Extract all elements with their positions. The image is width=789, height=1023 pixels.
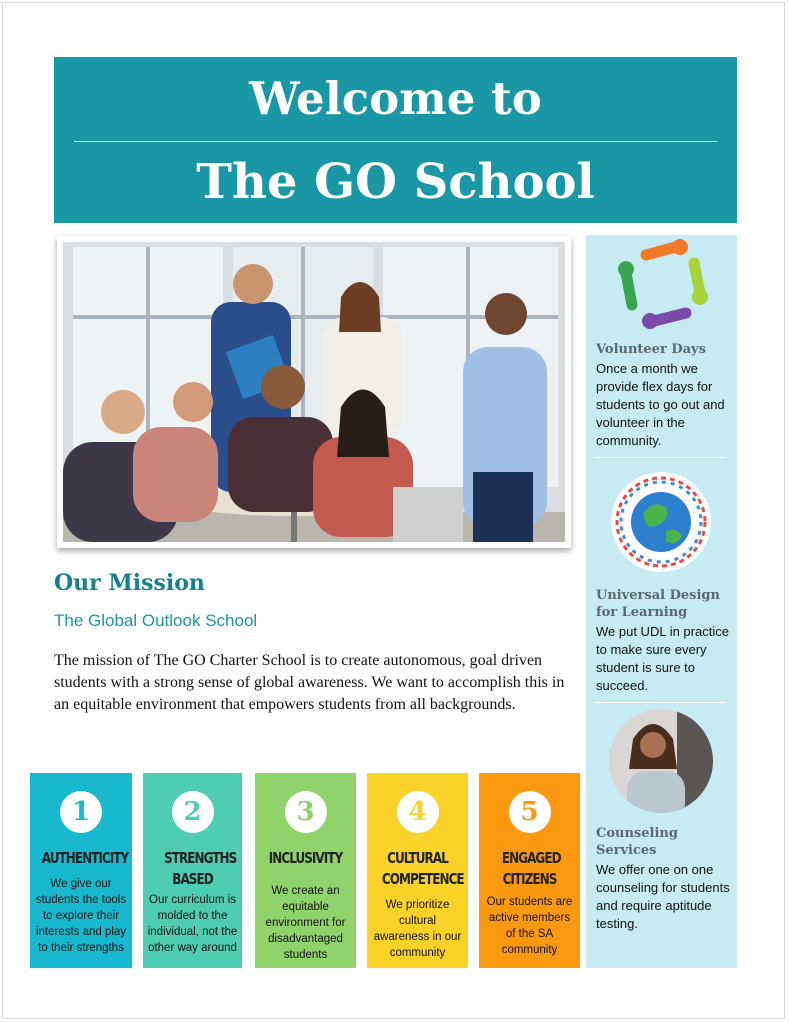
value-number: 1 (60, 791, 102, 833)
banner-divider (74, 141, 717, 142)
sidebar-text-volunteer: Once a month we provide flex days for students to go out and volunteer in the community. (596, 361, 725, 448)
value-card-inclusivity (255, 773, 356, 968)
sidebar-panel (586, 235, 737, 968)
value-title: ENGAGED CITIZENS (501, 849, 561, 888)
value-card-citizens (479, 773, 580, 968)
mission-paragraph: The mission of The GO Charter School is to create autonomous, goal driven students with a strong sense of global awareness. We want to accomplish this in an equitable environment that empowers students from all backgrounds. (54, 652, 565, 713)
value-number: 2 (172, 791, 214, 833)
sidebar-title-counseling: Counseling Services (596, 826, 678, 858)
sidebar-text-counseling: We offer one on one counseling for students and require aptitude testing. (596, 862, 730, 931)
value-text: We prioritize cultural awareness in our community (373, 899, 462, 959)
value-card-cultural (367, 773, 468, 968)
value-text: Our curriculum is molded to the individual, not the other way around (147, 894, 238, 954)
students-group-photo (63, 242, 565, 542)
value-title: STRENGTHS BASED (164, 849, 237, 888)
sidebar-divider (594, 702, 726, 703)
value-text: Our students are active members of the SA community (486, 896, 573, 956)
banner-title-line1: Welcome to (249, 72, 542, 125)
value-text: We give our students the tools to explore their interests and play to their strengths (35, 878, 127, 954)
value-number: 4 (397, 791, 439, 833)
mission-subheading: The Global Outlook School (54, 611, 258, 630)
sidebar-title-udl: Universal Design for Learning (596, 588, 720, 620)
value-title: CULTURAL COMPETENCE (381, 849, 464, 888)
banner-title-line2: The GO School (196, 154, 595, 210)
globe-people-icon (608, 469, 714, 575)
hands-circle-icon (616, 235, 711, 330)
counseling-photo (609, 709, 713, 813)
title-banner (54, 57, 737, 223)
mission-heading: Our Mission (54, 570, 205, 596)
value-number: 5 (509, 791, 551, 833)
sidebar-title-volunteer: Volunteer Days (596, 342, 706, 357)
sidebar-text-udl: We put UDL in practice to make sure every student is sure to succeed. (596, 624, 729, 693)
value-title: INCLUSIVITY (268, 849, 343, 867)
value-number: 3 (285, 791, 327, 833)
value-card-authenticity (30, 773, 132, 968)
value-text: We create an equitable environment for disadvantaged students (265, 885, 346, 961)
sidebar-divider (594, 457, 726, 458)
value-title: AUTHENTICITY (41, 849, 129, 867)
value-card-strengths (143, 773, 242, 968)
students-photo-frame (57, 236, 571, 548)
